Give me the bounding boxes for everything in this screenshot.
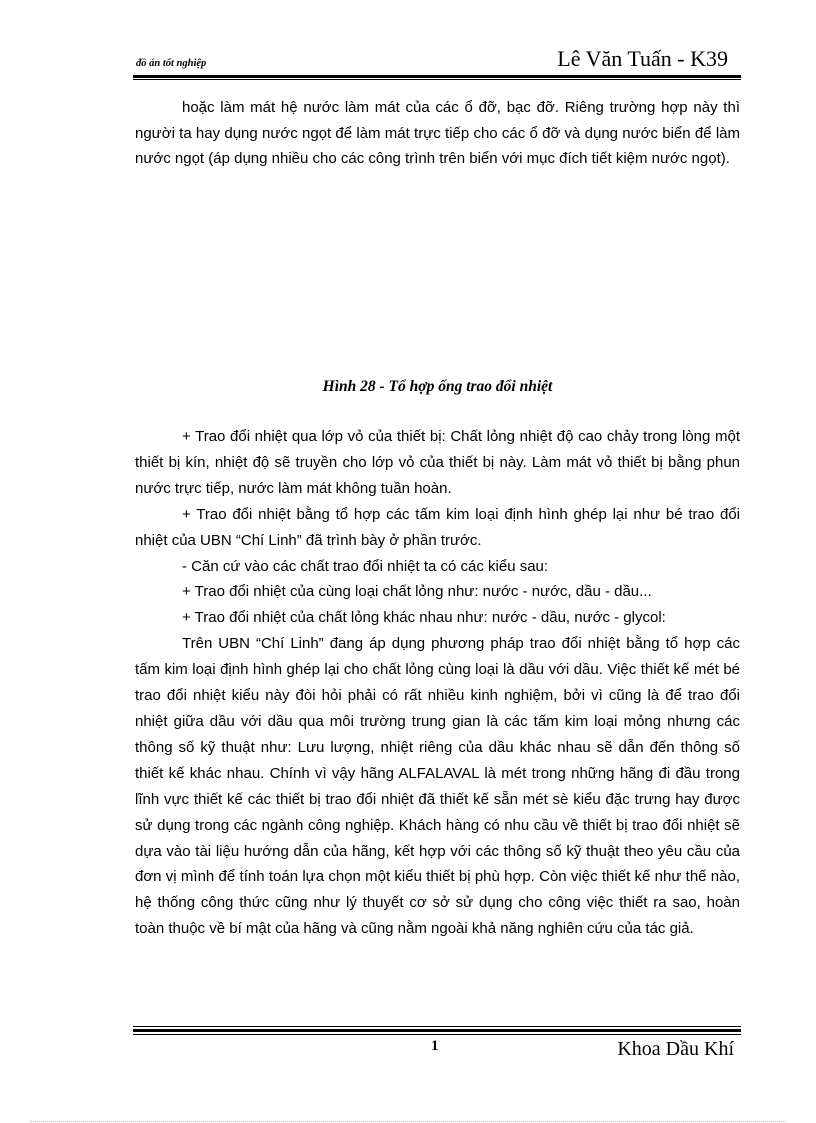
paragraph: + Trao đổi nhiệt qua lớp vỏ của thiết bị: Chất lỏng nhiệt độ cao chảy trong lòng một thiết bị kín, nhiệt độ sẽ truyền cho lớp vỏ của thiết bị này. Làm mát vỏ thiết bị bằng phun nước trực tiếp, nước làm mát không tuần hoàn.	[135, 428, 740, 497]
header-author: Lê Văn Tuấn - K39	[557, 46, 728, 71]
page-bottom-dotted-line	[30, 1121, 786, 1122]
paragraph: + Trao đổi nhiệt của chất lỏng khác nhau như: nước - dầu, nước - glycol:	[182, 609, 666, 627]
footer-rule-thin-bottom	[133, 1034, 741, 1035]
body-text-top	[135, 95, 740, 172]
paragraph: hoặc làm mát hệ nước làm mát của các ổ đỡ, bạc đỡ. Riêng trường hợp này thì người ta hay dụng nước ngọt để làm mát trực tiếp cho các ổ đỡ và dụng nước biển để làm nước ngọt (áp dụng nhiều cho các công trình trên biển với mục đích tiết kiệm nước ngọt).	[135, 99, 740, 168]
figure-placeholder	[135, 210, 740, 360]
paragraph: + Trao đổi nhiệt của cùng loại chất lỏng như: nước - nước, dầu - dầu...	[182, 583, 652, 601]
header-rule-thick	[133, 75, 741, 78]
header-rule-thin	[133, 79, 741, 80]
footer-rule-thick	[133, 1029, 741, 1032]
header-rule	[133, 75, 741, 80]
body-text-main	[135, 424, 740, 942]
footer-rule-thin-top	[133, 1026, 741, 1027]
figure-caption: Hình 28 - Tổ hợp ống trao đổi nhiệt	[322, 378, 553, 395]
paragraph: Trên UBN “Chí Linh” đang áp dụng phương pháp trao đổi nhiệt bằng tổ hợp các tấm kim loại định hình ghép lại cho chất lỏng cùng loại là dầu với dầu. Việc thiết kế mét bé trao đổi nhiệt kiểu này đòi hỏi phải có rất nhiều kinh nghiệm, bởi vì cũng là để trao đổi nhiệt giữa dầu với dầu qua môi trường trung gian là các tấm kim loại mỏng nhưng các thông số kỹ thuật như: Lưu lượng, nhiệt riêng của dầu khác nhau sẽ dẫn đến thông số thiết kế khác nhau. Chính vì vậy hãng ALFALAVAL là mét trong những hãng đi đầu trong lĩnh vực thiết kế các thiết bị trao đổi nhiệt đã thiết kế sẵn mét sè kiểu đặc trưng hay được sử dụng trong các ngành công nghiệp. Khách hàng có nhu cầu về thiết bị trao đổi nhiệt sẽ dựa vào tài liệu hướng dẫn của hãng, kết hợp với các thông số kỹ thuật theo yêu cầu của đơn vị mình để tính toán lựa chọn một kiểu thiết bị phù hợp. Còn việc thiết kế như thế nào, hệ thống công thức cũng như lý thuyết cơ sở sử dụng cho công việc thiết ra sao, hoàn toàn thuộc về bí mật của hãng và cũng nằm ngoài khả năng nghiên cứu của tác giả.	[135, 635, 740, 938]
paragraph: + Trao đổi nhiệt bằng tổ hợp các tấm kim loại định hình ghép lại như bé trao đổi nhiệt của UBN “Chí Linh” đã trình bày ở phần trước.	[135, 505, 740, 549]
page-number: 1	[431, 1038, 439, 1054]
header-document-type: đồ án tốt nghiệp	[136, 58, 207, 69]
footer-rule	[133, 1026, 741, 1035]
paragraph: - Căn cứ vào các chất trao đổi nhiệt ta có các kiểu sau:	[182, 557, 549, 575]
footer-department: Khoa Dầu Khí	[617, 1038, 734, 1060]
